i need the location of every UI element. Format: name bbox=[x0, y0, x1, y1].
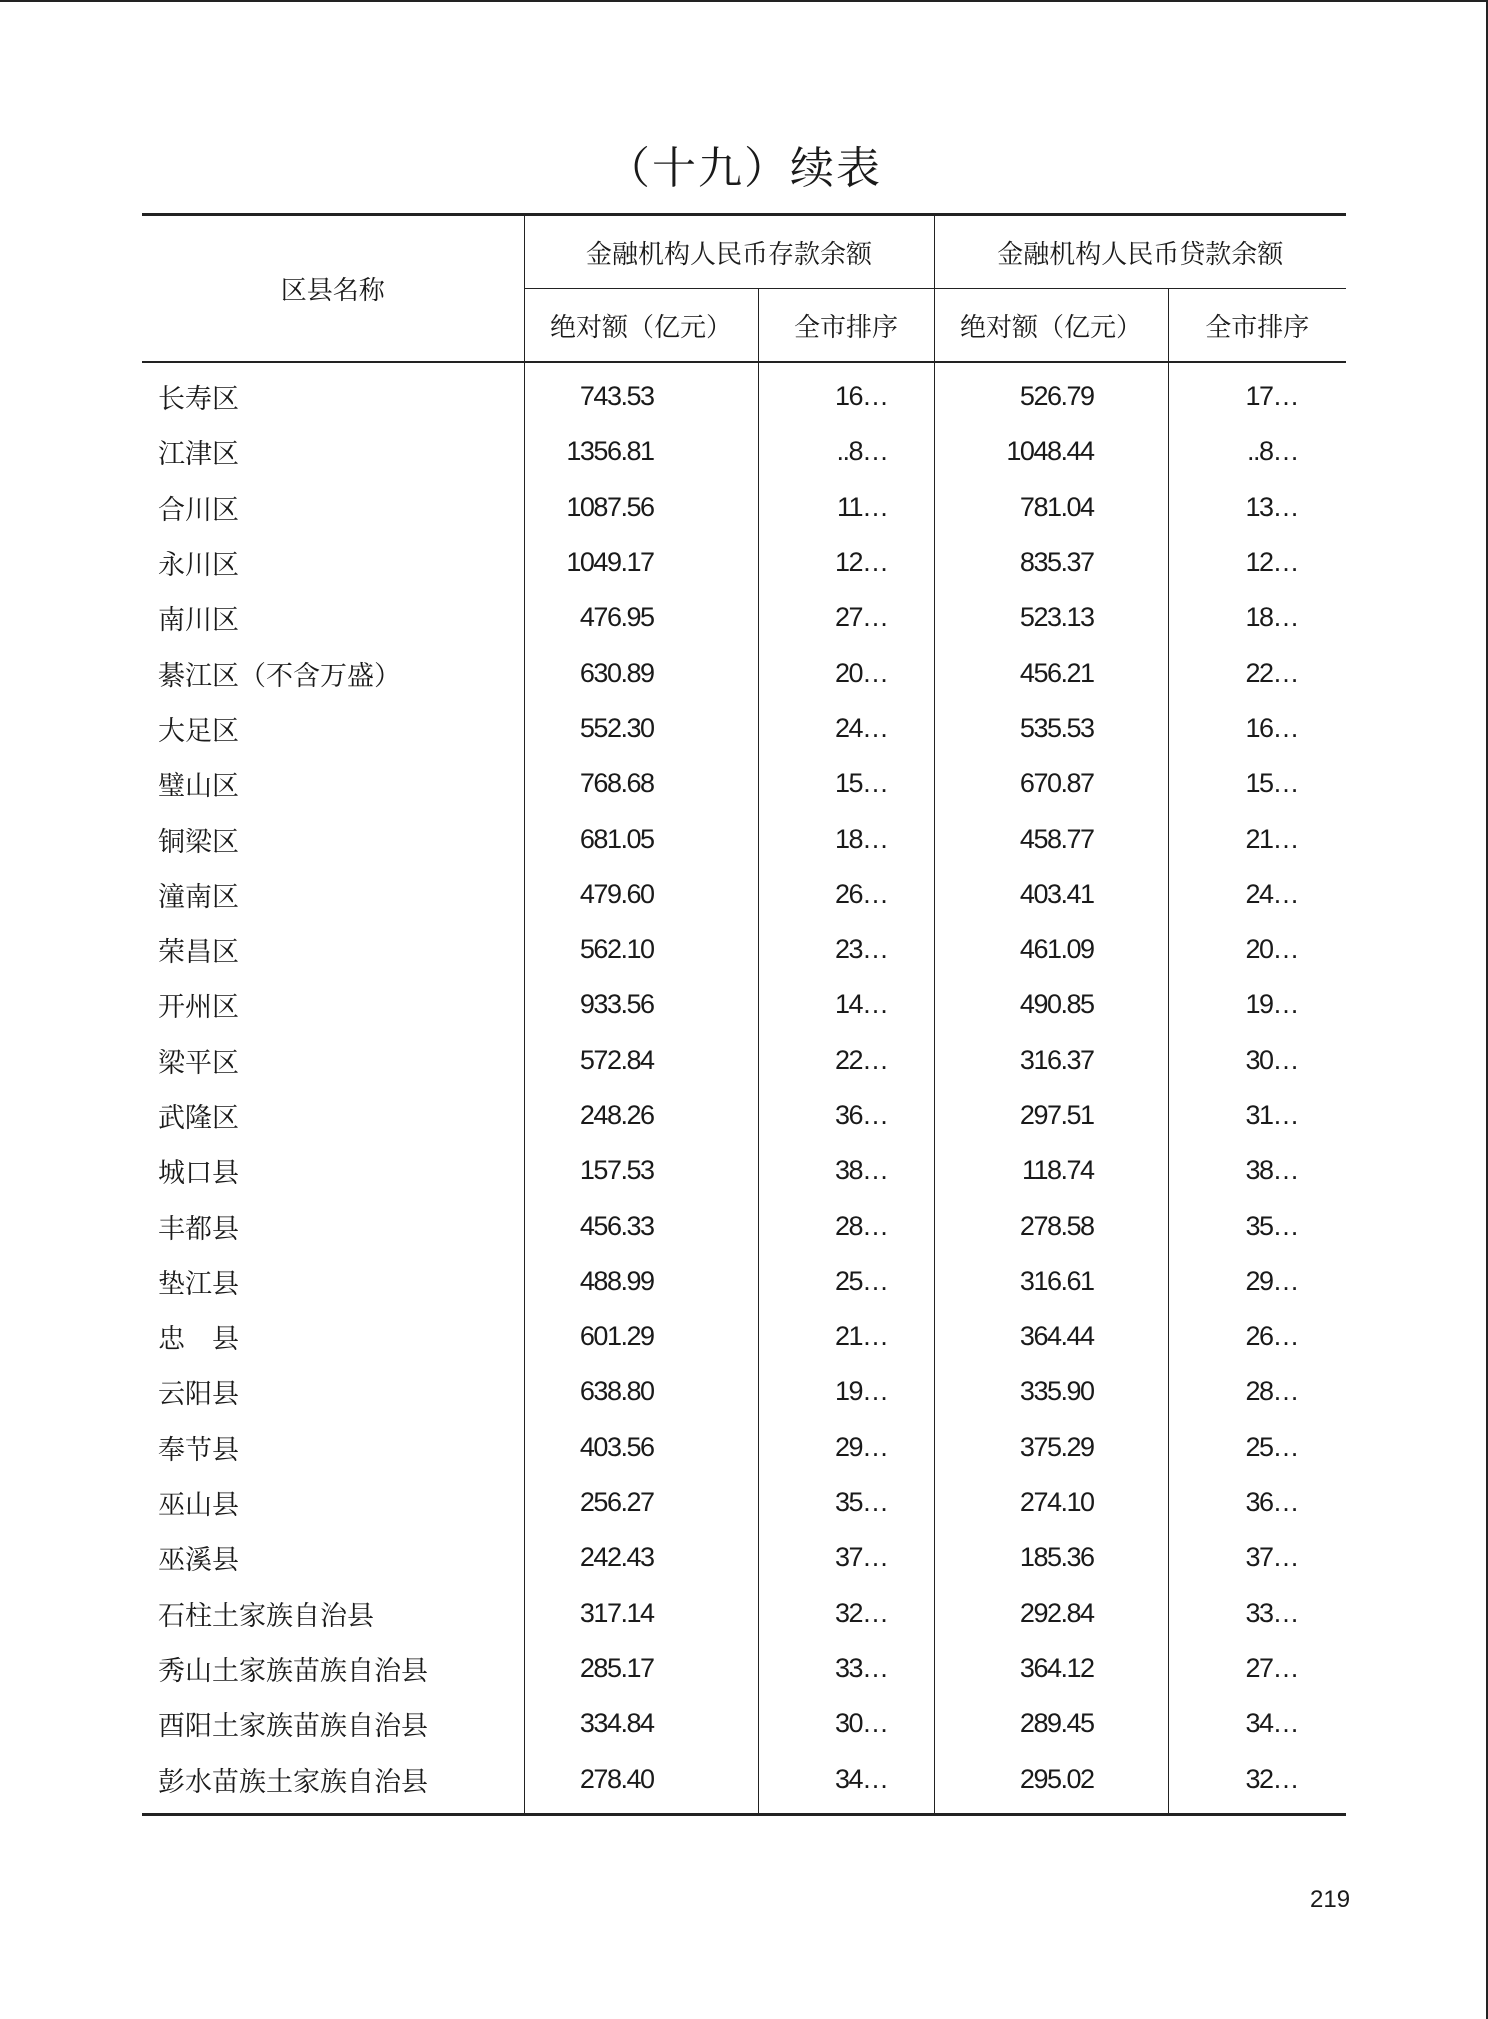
loan-amount-cell: 375.29 bbox=[934, 1420, 1168, 1475]
table-row bbox=[142, 1364, 1346, 1419]
loan-amount-cell: 364.44 bbox=[934, 1309, 1168, 1364]
header-loan-amount: 绝对额（亿元） bbox=[934, 289, 1168, 363]
district-name-cell: 云阳县 bbox=[158, 1379, 239, 1411]
loan-rank-cell: 27… bbox=[1168, 1641, 1346, 1696]
loan-amount-cell: 316.61 bbox=[934, 1254, 1168, 1309]
deposit-rank-cell: 34… bbox=[758, 1751, 934, 1814]
deposit-amount-cell: 488.99 bbox=[524, 1254, 758, 1309]
loan-amount-cell: 535.53 bbox=[934, 701, 1168, 756]
deposit-rank-cell: 15… bbox=[758, 756, 934, 811]
loan-rank-cell: 31… bbox=[1168, 1088, 1346, 1143]
district-name-cell: 铜梁区 bbox=[158, 826, 239, 858]
loan-rank-cell: 34… bbox=[1168, 1696, 1346, 1751]
loan-amount-cell: 364.12 bbox=[934, 1641, 1168, 1696]
deposit-rank-cell: 18… bbox=[758, 811, 934, 866]
deposit-rank-cell: 22… bbox=[758, 1033, 934, 1088]
table-row bbox=[142, 811, 1346, 866]
deposit-amount-cell: 768.68 bbox=[524, 756, 758, 811]
deposit-rank-cell: 32… bbox=[758, 1586, 934, 1641]
table-row bbox=[142, 977, 1346, 1032]
deposit-rank-cell: ..8… bbox=[758, 424, 934, 479]
loan-rank-cell: 32… bbox=[1168, 1751, 1346, 1814]
deposit-rank-cell: 14… bbox=[758, 977, 934, 1032]
district-name-cell: 南川区 bbox=[158, 605, 239, 637]
loan-amount-cell: 835.37 bbox=[934, 535, 1168, 590]
loan-rank-cell: 18… bbox=[1168, 590, 1346, 645]
district-name-cell: 垫江县 bbox=[158, 1268, 239, 1300]
loan-rank-cell: 17… bbox=[1168, 362, 1346, 424]
deposit-rank-cell: 27… bbox=[758, 590, 934, 645]
loan-amount-cell: 289.45 bbox=[934, 1696, 1168, 1751]
deposit-rank-cell: 25… bbox=[758, 1254, 934, 1309]
district-name-cell: 武隆区 bbox=[158, 1103, 239, 1134]
deposit-rank-cell: 38… bbox=[758, 1143, 934, 1198]
table-row bbox=[142, 1198, 1346, 1253]
district-name-cell: 忠 县 bbox=[158, 1324, 239, 1356]
loan-rank-cell: 33… bbox=[1168, 1586, 1346, 1641]
table-row bbox=[142, 590, 1346, 645]
deposit-amount-cell: 256.27 bbox=[524, 1475, 758, 1530]
district-name-cell: 石柱土家族自治县 bbox=[158, 1600, 374, 1632]
loan-rank-cell: 12… bbox=[1168, 535, 1346, 590]
deposit-rank-cell: 37… bbox=[758, 1530, 934, 1585]
table-row bbox=[142, 1143, 1346, 1198]
loan-amount-cell: 295.02 bbox=[934, 1751, 1168, 1814]
loan-rank-cell: 20… bbox=[1168, 922, 1346, 977]
table-row bbox=[142, 1751, 1346, 1814]
loan-amount-cell: 458.77 bbox=[934, 811, 1168, 866]
loan-rank-cell: 30… bbox=[1168, 1033, 1346, 1088]
deposit-rank-cell: 19… bbox=[758, 1364, 934, 1419]
loan-rank-cell: 13… bbox=[1168, 480, 1346, 535]
deposit-amount-cell: 933.56 bbox=[524, 977, 758, 1032]
district-name-cell: 长寿区 bbox=[158, 384, 239, 416]
table-row bbox=[142, 480, 1346, 535]
deposit-amount-cell: 242.43 bbox=[524, 1530, 758, 1585]
deposit-amount-cell: 562.10 bbox=[524, 922, 758, 977]
district-name-cell: 江津区 bbox=[158, 439, 239, 471]
deposit-amount-cell: 317.14 bbox=[524, 1586, 758, 1641]
district-name-cell: 开州区 bbox=[158, 992, 239, 1024]
loan-rank-cell: 36… bbox=[1168, 1475, 1346, 1530]
deposit-amount-cell: 403.56 bbox=[524, 1420, 758, 1475]
deposit-amount-cell: 334.84 bbox=[524, 1696, 758, 1751]
district-name-cell: 城口县 bbox=[158, 1158, 239, 1190]
loan-amount-cell: 297.51 bbox=[934, 1088, 1168, 1143]
loan-rank-cell: 29… bbox=[1168, 1254, 1346, 1309]
deposit-amount-cell: 630.89 bbox=[524, 645, 758, 700]
header-deposit-rank: 全市排序 bbox=[758, 289, 934, 363]
loan-rank-cell: 16… bbox=[1168, 701, 1346, 756]
deposit-amount-cell: 285.17 bbox=[524, 1641, 758, 1696]
deposit-amount-cell: 248.26 bbox=[524, 1088, 758, 1143]
table-body bbox=[142, 362, 1346, 1814]
district-name-cell: 永川区 bbox=[158, 550, 239, 582]
loan-amount-cell: 403.41 bbox=[934, 867, 1168, 922]
loan-rank-cell: ..8… bbox=[1168, 424, 1346, 479]
table-row bbox=[142, 645, 1346, 700]
district-name-cell: 璧山区 bbox=[158, 771, 239, 803]
deposit-rank-cell: 21… bbox=[758, 1309, 934, 1364]
loan-amount-cell: 1048.44 bbox=[934, 424, 1168, 479]
district-name-cell: 彭水苗族土家族自治县 bbox=[142, 1751, 524, 1814]
deposit-rank-cell: 29… bbox=[758, 1420, 934, 1475]
loan-amount-cell: 292.84 bbox=[934, 1586, 1168, 1641]
deposit-rank-cell: 12… bbox=[758, 535, 934, 590]
district-name-cell: 潼南区 bbox=[158, 881, 239, 913]
loan-amount-cell: 335.90 bbox=[934, 1364, 1168, 1419]
loan-rank-cell: 35… bbox=[1168, 1198, 1346, 1253]
loan-amount-cell: 781.04 bbox=[934, 480, 1168, 535]
loan-rank-cell: 38… bbox=[1168, 1143, 1346, 1198]
district-name-cell: 荣昌区 bbox=[158, 937, 239, 969]
table-row bbox=[142, 1088, 1346, 1143]
table-row bbox=[142, 1530, 1346, 1585]
deposit-amount-cell: 1087.56 bbox=[524, 480, 758, 535]
table-row bbox=[142, 362, 1346, 424]
loan-amount-cell: 278.58 bbox=[934, 1198, 1168, 1253]
deposit-amount-cell: 552.30 bbox=[524, 701, 758, 756]
table-row bbox=[142, 922, 1346, 977]
table-row bbox=[142, 1641, 1346, 1696]
deposit-amount-cell: 601.29 bbox=[524, 1309, 758, 1364]
loan-amount-cell: 316.37 bbox=[934, 1033, 1168, 1088]
district-name-cell: 巫溪县 bbox=[158, 1545, 239, 1577]
deposit-rank-cell: 11… bbox=[758, 480, 934, 535]
deposit-amount-cell: 681.05 bbox=[524, 811, 758, 866]
district-name-cell: 酉阳土家族苗族自治县 bbox=[158, 1711, 428, 1743]
loan-amount-cell: 526.79 bbox=[934, 362, 1168, 424]
table-row bbox=[142, 1696, 1346, 1751]
deposit-amount-cell: 572.84 bbox=[524, 1033, 758, 1088]
data-table bbox=[142, 213, 1346, 1816]
loan-rank-cell: 25… bbox=[1168, 1420, 1346, 1475]
district-name-cell: 丰都县 bbox=[158, 1213, 239, 1245]
table-row bbox=[142, 701, 1346, 756]
deposit-amount-cell: 278.40 bbox=[524, 1751, 758, 1814]
district-name-cell: 奉节县 bbox=[158, 1434, 239, 1466]
table-row bbox=[142, 1309, 1346, 1364]
district-name-cell: 巫山县 bbox=[158, 1490, 239, 1522]
table-row bbox=[142, 1475, 1346, 1530]
loan-amount-cell: 456.21 bbox=[934, 645, 1168, 700]
loan-rank-cell: 15… bbox=[1168, 756, 1346, 811]
deposit-amount-cell: 1356.81 bbox=[524, 424, 758, 479]
header-deposit-amount: 绝对额（亿元） bbox=[524, 289, 758, 363]
deposit-rank-cell: 33… bbox=[758, 1641, 934, 1696]
district-name-cell: 綦江区（不含万盛） bbox=[158, 660, 401, 692]
loan-amount-cell: 490.85 bbox=[934, 977, 1168, 1032]
loan-amount-cell: 274.10 bbox=[934, 1475, 1168, 1530]
loan-amount-cell: 185.36 bbox=[934, 1530, 1168, 1585]
table-row bbox=[142, 1420, 1346, 1475]
table-row bbox=[142, 535, 1346, 590]
deposit-amount-cell: 638.80 bbox=[524, 1364, 758, 1419]
table-row bbox=[142, 867, 1346, 922]
header-loan-balance: 金融机构人民币贷款余额 bbox=[934, 215, 1346, 289]
loan-amount-cell: 118.74 bbox=[934, 1143, 1168, 1198]
deposit-amount-cell: 479.60 bbox=[524, 867, 758, 922]
deposit-rank-cell: 30… bbox=[758, 1696, 934, 1751]
table-row bbox=[142, 1586, 1346, 1641]
loan-amount-cell: 670.87 bbox=[934, 756, 1168, 811]
loan-amount-cell: 523.13 bbox=[934, 590, 1168, 645]
deposit-amount-cell: 476.95 bbox=[524, 590, 758, 645]
page-title: （十九）续表 bbox=[606, 143, 882, 194]
loan-rank-cell: 21… bbox=[1168, 811, 1346, 866]
deposit-rank-cell: 28… bbox=[758, 1198, 934, 1253]
page-number: 219 bbox=[1310, 1886, 1351, 1913]
header-district-name: 区县名称 bbox=[142, 215, 524, 363]
loan-rank-cell: 37… bbox=[1168, 1530, 1346, 1585]
table-row bbox=[142, 424, 1346, 479]
deposit-rank-cell: 24… bbox=[758, 701, 934, 756]
loan-rank-cell: 22… bbox=[1168, 645, 1346, 700]
table-row bbox=[142, 1033, 1346, 1088]
deposit-rank-cell: 36… bbox=[758, 1088, 934, 1143]
header-loan-rank: 全市排序 bbox=[1168, 289, 1346, 363]
loan-rank-cell: 19… bbox=[1168, 977, 1346, 1032]
loan-rank-cell: 28… bbox=[1168, 1364, 1346, 1419]
deposit-rank-cell: 20… bbox=[758, 645, 934, 700]
deposit-amount-cell: 157.53 bbox=[524, 1143, 758, 1198]
header-deposit-balance: 金融机构人民币存款余额 bbox=[524, 215, 934, 289]
deposit-rank-cell: 23… bbox=[758, 922, 934, 977]
deposit-amount-cell: 456.33 bbox=[524, 1198, 758, 1253]
table-row bbox=[142, 756, 1346, 811]
loan-amount-cell: 461.09 bbox=[934, 922, 1168, 977]
district-name-cell: 大足区 bbox=[158, 715, 239, 747]
deposit-amount-cell: 743.53 bbox=[524, 362, 758, 424]
loan-rank-cell: 26… bbox=[1168, 1309, 1346, 1364]
loan-rank-cell: 24… bbox=[1168, 867, 1346, 922]
district-name-cell: 秀山土家族苗族自治县 bbox=[158, 1655, 428, 1687]
deposit-amount-cell: 1049.17 bbox=[524, 535, 758, 590]
deposit-rank-cell: 26… bbox=[758, 867, 934, 922]
district-name-cell: 梁平区 bbox=[158, 1047, 239, 1079]
district-name-cell: 合川区 bbox=[158, 494, 239, 526]
deposit-rank-cell: 35… bbox=[758, 1475, 934, 1530]
deposit-rank-cell: 16… bbox=[758, 362, 934, 424]
table-row bbox=[142, 1254, 1346, 1309]
